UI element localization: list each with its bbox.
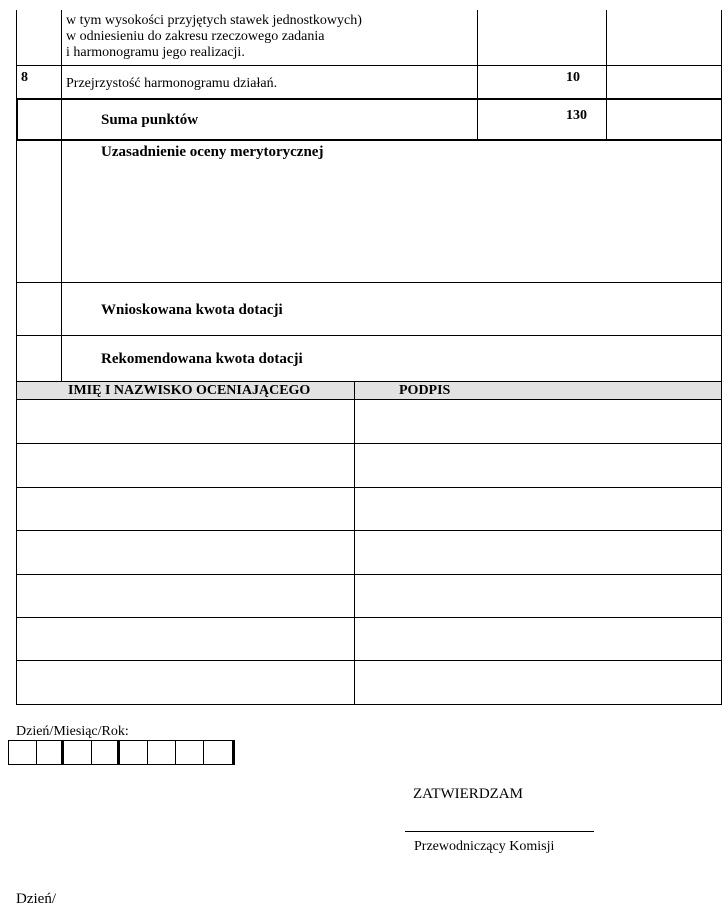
criterion-text-continued (66, 13, 466, 61)
footer-date-label: Dzień/ (16, 891, 56, 907)
approve-title: ZATWIERDZAM (413, 786, 523, 802)
evaluator-name-field[interactable] (18, 662, 353, 703)
date-label: Dzień/Miesiąc/Rok: (16, 724, 129, 739)
evaluator-signature-field[interactable] (356, 532, 720, 573)
recommended-amount-label: Rekomendowana kwota dotacji (101, 351, 303, 367)
evaluator-signature-field[interactable] (356, 489, 720, 529)
date-digit-box[interactable] (8, 740, 37, 765)
evaluator-name-field[interactable] (18, 401, 353, 442)
date-digit-box[interactable] (63, 740, 92, 765)
evaluator-name-field[interactable] (18, 576, 353, 616)
evaluator-signature-field[interactable] (356, 662, 720, 703)
criterion-line: i harmonogramu jego realizacji. (66, 45, 245, 60)
criterion-score-cell[interactable] (608, 67, 720, 97)
criterion-number: 8 (21, 70, 28, 85)
sum-value: 130 (566, 108, 587, 123)
sum-number-cell (17, 100, 62, 139)
requested-amount-label: Wnioskowana kwota dotacji (101, 302, 283, 318)
date-digit-box[interactable] (175, 740, 204, 765)
sum-label: Suma punktów (101, 112, 199, 128)
evaluator-signature-field[interactable] (356, 401, 720, 442)
sum-score-cell[interactable] (608, 101, 720, 138)
date-digit-box[interactable] (203, 740, 235, 765)
signature-header-sign: PODPIS (399, 383, 451, 398)
evaluator-name-field[interactable] (18, 489, 353, 529)
criterion-line: w odniesieniu do zakresu rzeczowego zadania (66, 29, 325, 44)
criterion-text: Przejrzystość harmonogramu działań. (66, 76, 278, 91)
evaluator-signature-field[interactable] (356, 619, 720, 659)
date-digit-box[interactable] (147, 740, 176, 765)
date-digit-box[interactable] (36, 740, 64, 765)
chairman-signature-field[interactable] (405, 812, 594, 830)
justification-field[interactable] (63, 164, 719, 280)
evaluator-name-field[interactable] (18, 532, 353, 573)
signature-line (405, 831, 594, 832)
date-digit-box[interactable] (119, 740, 148, 765)
evaluator-name-field[interactable] (18, 445, 353, 486)
evaluator-name-field[interactable] (18, 619, 353, 659)
signature-header-name: IMIĘ I NAZWISKO OCENIAJĄCEGO (68, 383, 311, 398)
justification-label: Uzasadnienie oceny merytorycznej (101, 144, 324, 160)
criterion-points: 10 (566, 70, 580, 85)
date-digit-box[interactable] (91, 740, 120, 765)
chairman-role: Przewodniczący Komisji (414, 839, 555, 854)
evaluator-signature-field[interactable] (356, 576, 720, 616)
criterion-line: w tym wysokości przyjętych stawek jednostkowych) (66, 13, 362, 28)
evaluator-signature-field[interactable] (356, 445, 720, 486)
